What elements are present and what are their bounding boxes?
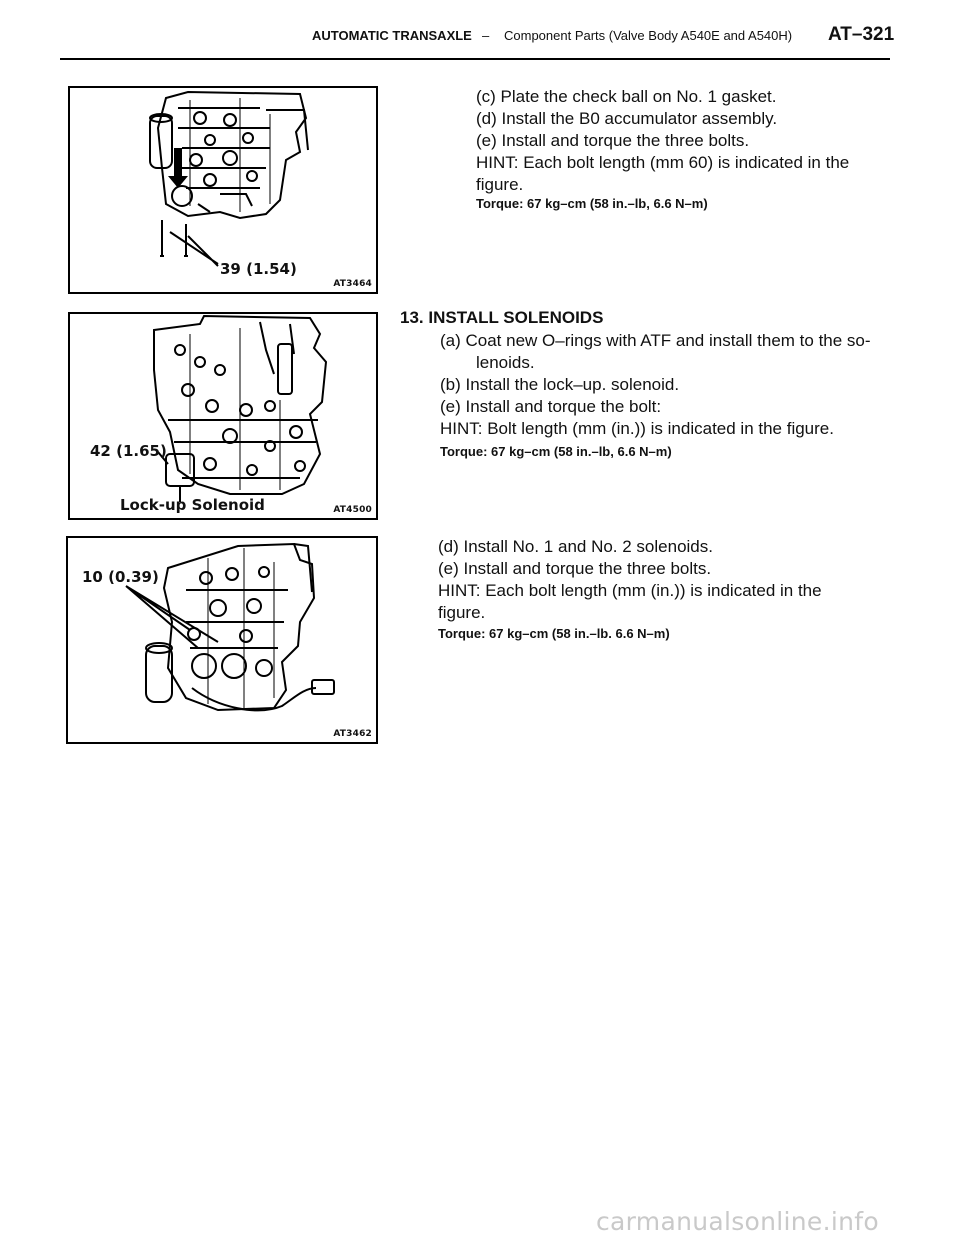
bolt-length-callout: 10 (0.39) — [82, 568, 159, 586]
instruction-line: (e) Install and torque the three bolts. — [438, 559, 712, 578]
figure-code: AT4500 — [333, 505, 372, 515]
hint-line: figure. — [476, 175, 524, 194]
header-rule — [60, 58, 890, 60]
instruction-line: (a) Coat new O–rings with ATF and install them to the so- — [440, 331, 871, 350]
instruction-line: (e) Install and torque the bolt: — [440, 397, 662, 416]
figure-code: AT3462 — [333, 729, 372, 739]
instruction-line: (c) Plate the check ball on No. 1 gasket. — [476, 87, 777, 106]
torque-spec: Torque: 67 kg–cm (58 in.–lb. 6.6 N–m) — [438, 626, 670, 641]
solenoid-label: Lock-up Solenoid — [120, 496, 265, 514]
figure-no1-no2-solenoids — [66, 536, 378, 744]
hint-line: HINT: Each bolt length (mm (in.)) is indicated in the — [438, 581, 822, 600]
section-title: AUTOMATIC TRANSAXLE — [312, 28, 472, 43]
page-header — [0, 0, 960, 62]
hint-line: figure. — [438, 603, 486, 622]
figure-lockup-solenoid — [68, 312, 378, 520]
valve-body-illustration — [70, 314, 376, 518]
instruction-line: (d) Install the B0 accumulator assembly. — [476, 109, 778, 128]
bolt-length-callout: 39 (1.54) — [220, 260, 297, 278]
bolt-length-callout: 42 (1.65) — [90, 442, 167, 460]
page-number: AT–321 — [828, 24, 895, 45]
instruction-line: (b) Install the lock–up. solenoid. — [440, 375, 680, 394]
figure-code: AT3464 — [333, 279, 372, 289]
instruction-line: (e) Install and torque the three bolts. — [476, 131, 750, 150]
instruction-line: lenoids. — [476, 353, 535, 372]
section-subtitle: Component Parts (Valve Body A540E and A540H) — [504, 28, 793, 43]
instruction-line: (d) Install No. 1 and No. 2 solenoids. — [438, 537, 713, 556]
torque-spec: Torque: 67 kg–cm (58 in.–lb, 6.6 N–m) — [476, 196, 708, 211]
torque-spec: Torque: 67 kg–cm (58 in.–lb, 6.6 N–m) — [440, 444, 672, 459]
step-title: 13. INSTALL SOLENOIDS — [400, 308, 604, 327]
hint-line: HINT: Each bolt length (mm 60) is indicated in the — [476, 153, 850, 172]
watermark: carmanualsonline.info — [596, 1207, 879, 1236]
figure-b0-accumulator — [68, 86, 378, 294]
hint-line: HINT: Bolt length (mm (in.)) is indicated in the figure. — [440, 419, 834, 438]
header-separator: – — [482, 28, 490, 43]
